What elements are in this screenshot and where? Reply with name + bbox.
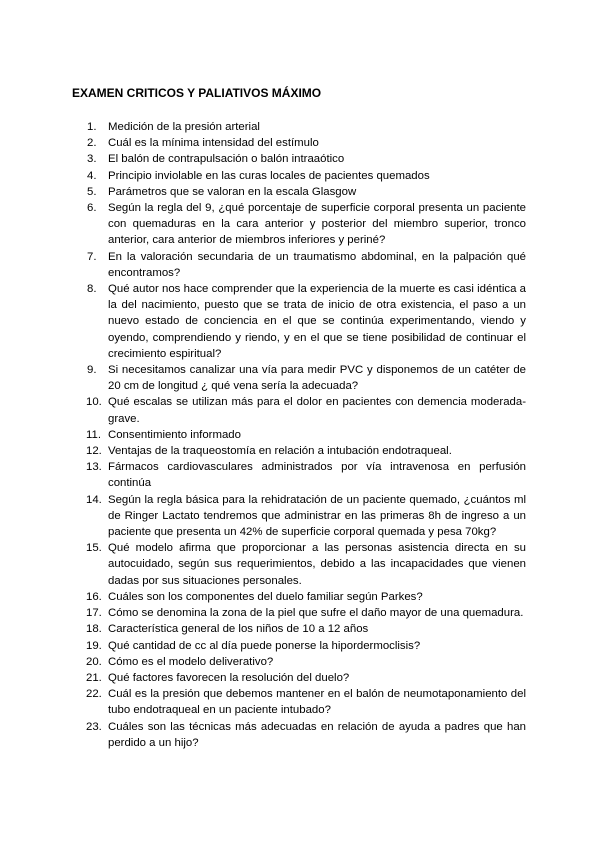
question-number: 15.	[86, 542, 102, 555]
question-item	[0, 200, 526, 249]
question-text: Principio inviolable en las curas locales de pacientes quemados	[108, 169, 430, 182]
question-number: 7.	[87, 250, 97, 263]
question-text: Ventajas de la traqueostomía en relación a intubación endotraqueal.	[108, 445, 452, 458]
question-item	[0, 459, 526, 491]
question-item	[0, 492, 526, 541]
question-number: 16.	[86, 590, 102, 603]
question-number: 23.	[86, 720, 102, 733]
question-text: Consentimiento informado	[108, 428, 241, 441]
question-text: Cómo se denomina la zona de la piel que sufre el daño mayor de una quemadura.	[108, 607, 524, 620]
question-number: 3.	[87, 153, 97, 166]
question-text: Cuál es la mínima intensidad del estímulo	[108, 137, 319, 150]
question-item	[0, 151, 526, 167]
question-text: Según la regla básica para la rehidratación de un paciente quemado, ¿cuántos ml de Ringer Lactato tendremos que administrar en las primeras 8h de ingreso a un paciente que presenta un 42% de superficie corporal quemada y pesa 70kg?	[108, 493, 526, 539]
question-text: Si necesitamos canalizar una vía para medir PVC y disponemos de un catéter de 20 cm de longitud ¿ qué vena sería la adecuada?	[108, 364, 526, 393]
question-number: 8.	[87, 283, 97, 296]
question-number: 2.	[87, 137, 97, 150]
question-number: 10.	[86, 396, 102, 409]
question-number: 20.	[86, 655, 102, 668]
question-item	[0, 119, 526, 135]
question-number: 11.	[86, 428, 101, 441]
question-text: Parámetros que se valoran en la escala Glasgow	[108, 185, 357, 198]
question-item	[0, 443, 526, 459]
page-title: EXAMEN CRITICOS Y PALIATIVOS MÁXIMO	[72, 86, 322, 100]
question-text: Qué escalas se utilizan más para el dolor en pacientes con demencia moderada-grave.	[108, 396, 526, 425]
question-text: Según la regla del 9, ¿qué porcentaje de superficie corporal presenta un paciente con quemaduras en la cara anterior y posterior del miembro superior, tronco anterior, cara anterior de miembros inferiores y periné?	[108, 202, 526, 247]
question-item	[0, 184, 526, 200]
question-item	[0, 135, 526, 151]
question-number: 13.	[86, 461, 102, 474]
question-item	[0, 654, 526, 670]
question-text: Qué cantidad de cc al día puede ponerse la hipordermoclisis?	[108, 639, 421, 652]
question-text: En la valoración secundaria de un traumatismo abdominal, en la palpación qué encontramos?	[108, 250, 526, 279]
question-number: 14.	[86, 493, 102, 506]
question-item	[0, 605, 526, 621]
question-number: 6.	[87, 202, 97, 215]
question-item	[0, 638, 526, 654]
question-item	[0, 589, 526, 605]
question-text: Qué factores favorecen la resolución del duelo?	[108, 671, 350, 684]
question-text: Medición de la presión arterial	[108, 121, 260, 133]
question-item	[0, 427, 526, 443]
question-text: Característica general de los niños de 10 a 12 años	[108, 623, 369, 636]
question-item	[0, 281, 526, 362]
question-item	[0, 168, 526, 184]
question-item	[0, 670, 526, 686]
question-number: 1.	[87, 121, 97, 133]
question-item	[0, 540, 526, 589]
question-number: 17.	[86, 607, 102, 620]
question-text: Qué modelo afirma que proporcionar a las personas asistencia directa en su autocuidado, según sus requerimientos, debido a las incapacidades que vienen dadas por sus situaciones personales.	[108, 542, 526, 587]
question-text: Cómo es el modelo deliverativo?	[108, 655, 274, 668]
question-number: 9.	[87, 364, 97, 377]
question-number: 12.	[86, 445, 102, 458]
question-number: 21.	[86, 671, 102, 684]
question-text: El balón de contrapulsación o balón intraaótico	[108, 153, 345, 166]
question-number: 19.	[86, 639, 102, 652]
question-text: Cuál es la presión que debemos mantener en el balón de neumotaponamiento del tubo endotraqueal en un paciente intubado?	[108, 688, 526, 717]
question-number: 22.	[86, 688, 102, 701]
question-item	[0, 394, 526, 426]
question-text: Qué autor nos hace comprender que la experiencia de la muerte es casi idéntica a la del nacimiento, puesto que se trata de inicio de otra existencia, el paso a un nuevo estado de conciencia en el que se continúa experimentando, viendo y oyendo, comprendiendo y riendo, y en el que se tiene posibilidad de continuar el crecimiento espiritual?	[108, 283, 526, 360]
question-item	[0, 249, 526, 281]
question-number: 5.	[87, 185, 97, 198]
question-text: Cuáles son los componentes del duelo familiar según Parkes?	[108, 590, 423, 603]
question-item	[0, 362, 526, 394]
question-number: 18.	[86, 623, 102, 636]
question-number: 4.	[87, 169, 97, 182]
question-list	[0, 119, 600, 751]
question-item	[0, 686, 526, 718]
question-text: Fármacos cardiovasculares administrados por vía intravenosa en perfusión continúa	[108, 461, 526, 490]
question-item	[0, 621, 526, 637]
question-text: Cuáles son las técnicas más adecuadas en relación de ayuda a padres que han perdido a un hijo?	[108, 720, 526, 749]
question-item	[0, 719, 526, 751]
